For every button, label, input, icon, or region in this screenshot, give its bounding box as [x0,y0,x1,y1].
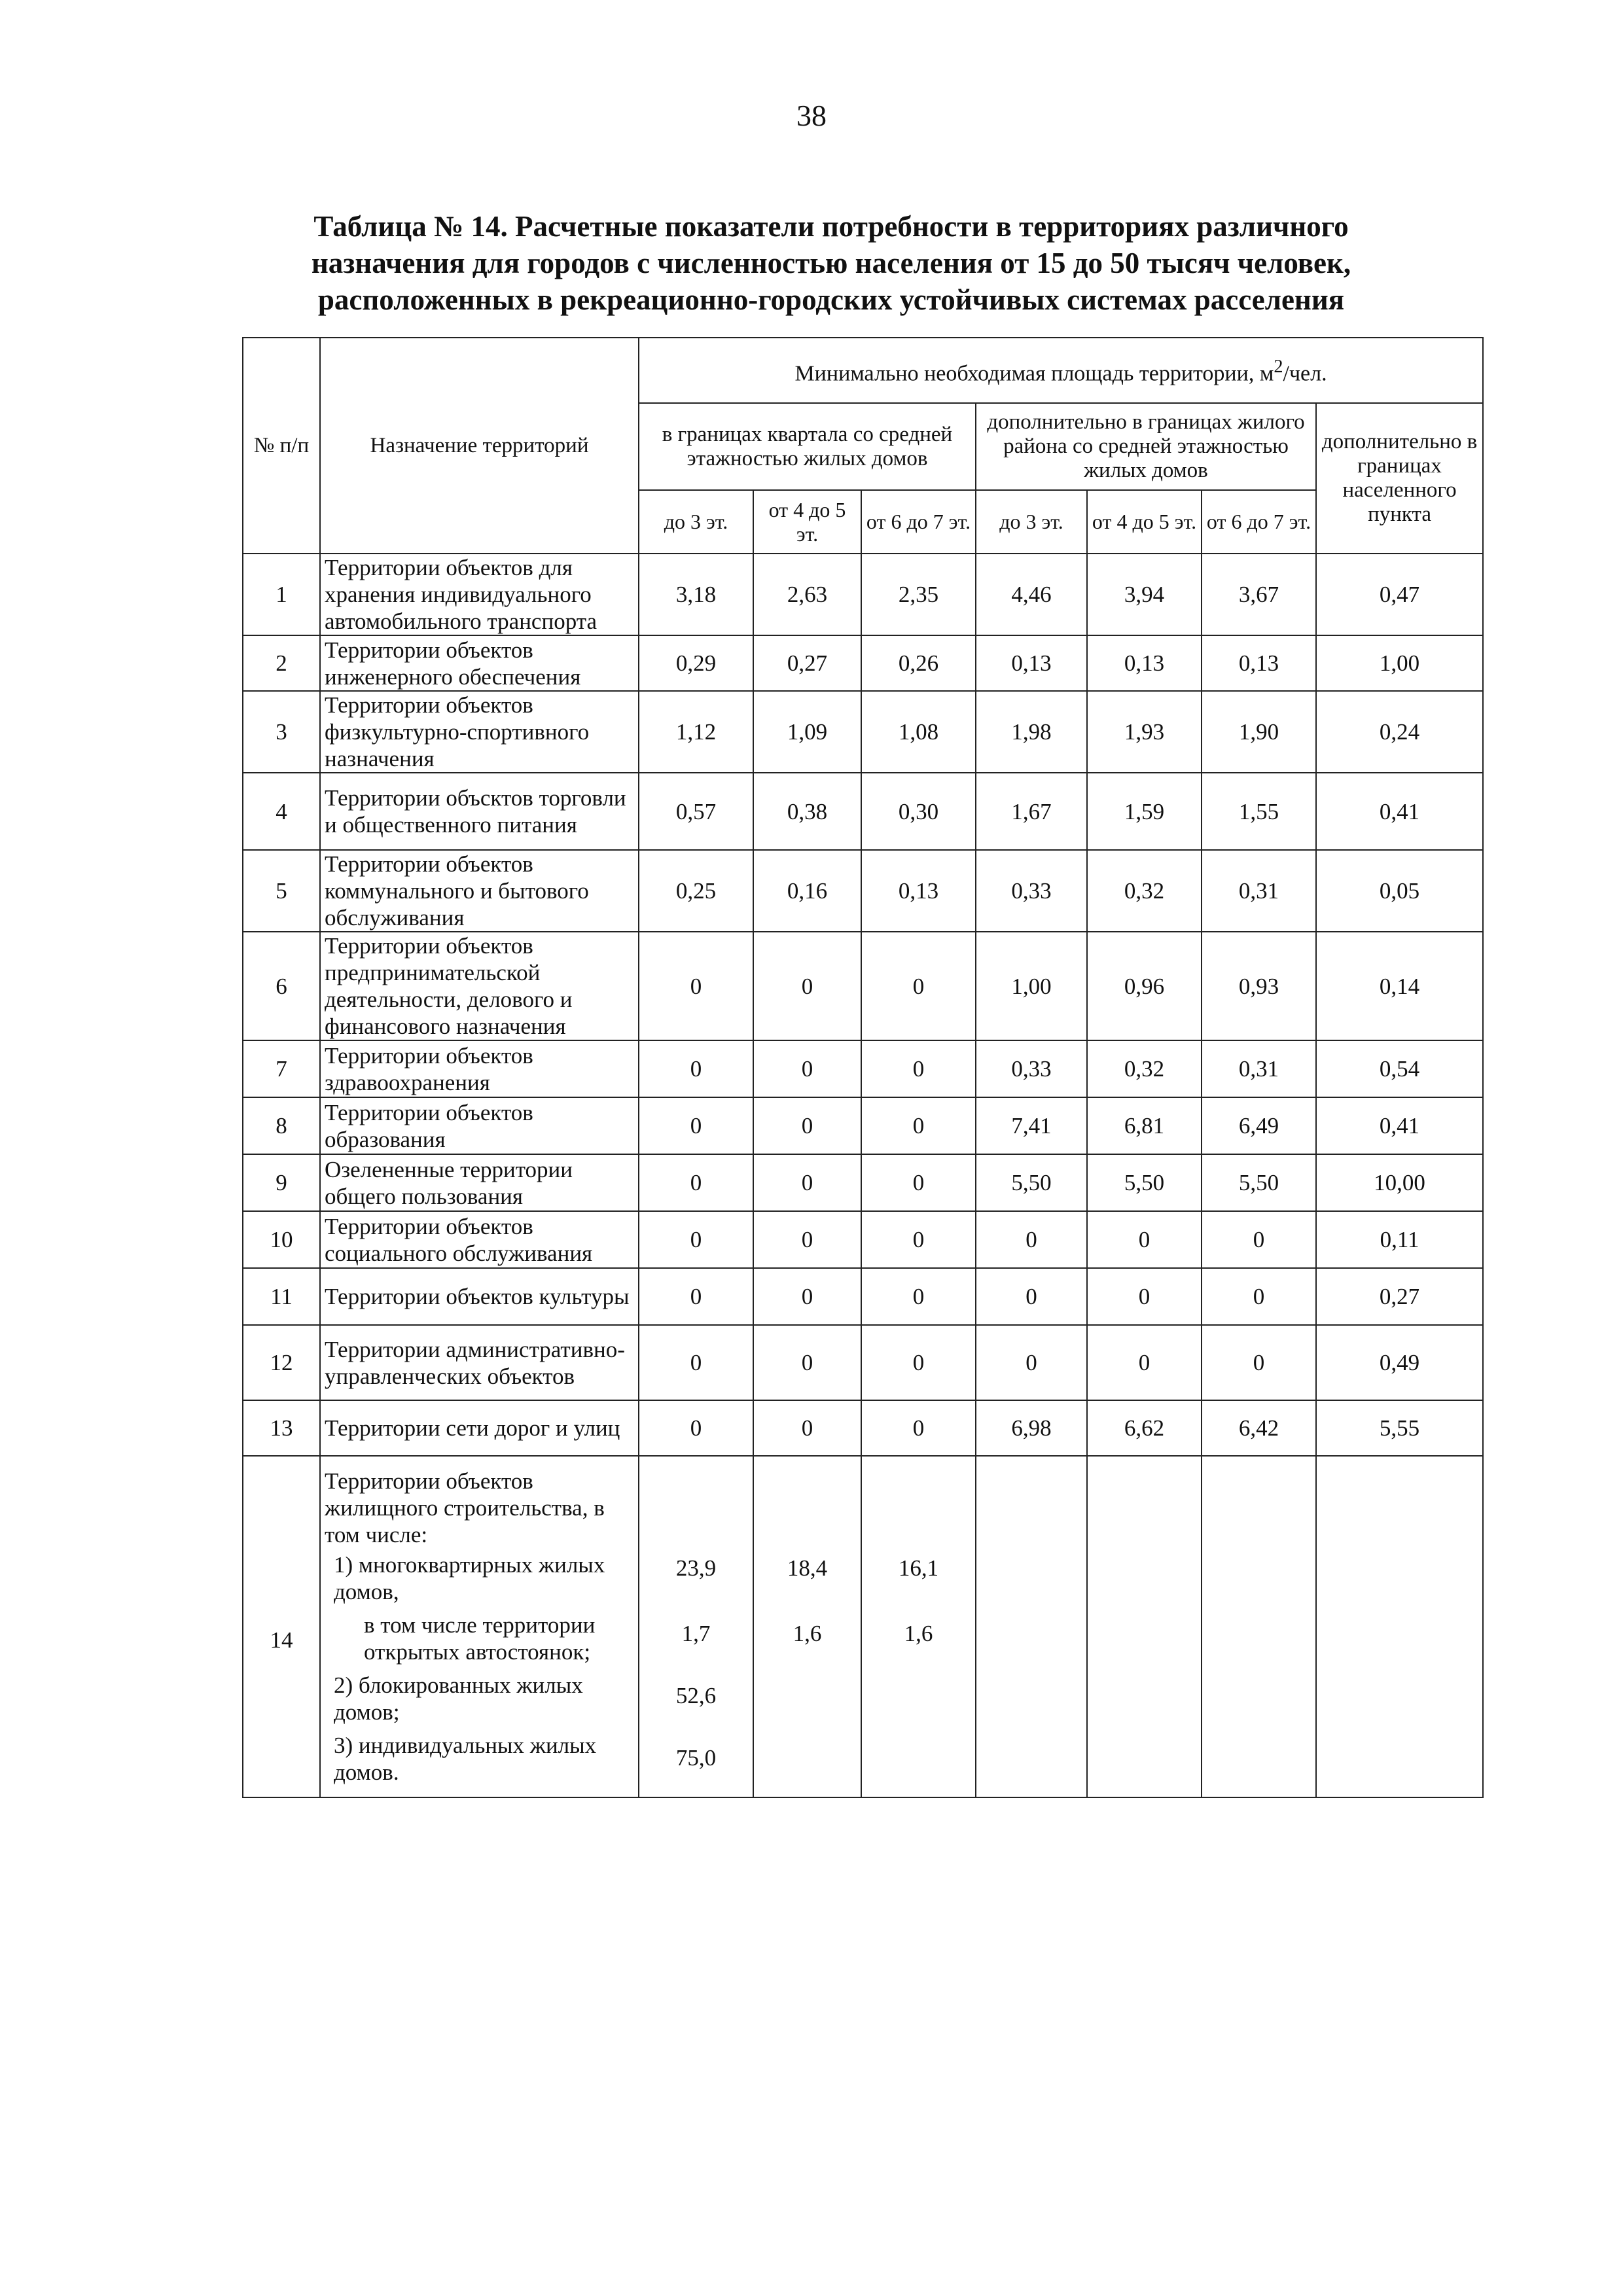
row-name: Озелененные территории общего пользования [320,1154,639,1211]
row-value: 0 [1202,1268,1316,1325]
row-value-empty [1087,1456,1202,1797]
row-value: 3,18 [639,554,753,635]
row-number: 12 [243,1325,320,1400]
row-value: 0 [753,1400,861,1456]
row-value: 0 [753,1097,861,1154]
row-value: 0 [861,1400,976,1456]
row-value: 0,13 [861,850,976,932]
table-row [243,850,1483,932]
row-value: 1,08 [861,691,976,773]
row-value: 0 [753,1325,861,1400]
row-value: 0 [753,932,861,1040]
table-row [243,691,1483,773]
row-value: 6,62 [1087,1400,1202,1456]
row-value: 0,13 [1087,635,1202,691]
table-row [243,1325,1483,1400]
row-14-value: 18,4 [787,1555,828,1581]
row-name: Территории объектов предпринимательской деятельности, делового и финансового назначения [320,932,639,1040]
header-floors: от 6 до 7 эт. [1202,490,1316,554]
row-name [320,1456,639,1797]
row-value: 1,00 [976,932,1087,1040]
row-number: 6 [243,932,320,1040]
row-value: 0,33 [976,1040,1087,1097]
header-floors: до 3 эт. [976,490,1087,554]
row-value: 4,46 [976,554,1087,635]
row-value: 0 [1087,1211,1202,1268]
row-14-subitem: в том числе территории открытых автостоянок; [364,1612,596,1665]
table-row [243,1400,1483,1456]
row-value: 6,42 [1202,1400,1316,1456]
row-number: 7 [243,1040,320,1097]
row-value: 2,35 [861,554,976,635]
row-number: 9 [243,1154,320,1211]
header-number: № п/п [243,338,320,554]
page-number: 38 [796,99,827,132]
row-value-empty [976,1456,1087,1797]
row-14-value: 23,9 [675,1555,717,1581]
row-value: 0 [753,1154,861,1211]
row-settlement-value: 10,00 [1316,1154,1483,1211]
row-value: 0 [861,1040,976,1097]
header-quarter-group: в границах квартала со средней этажностью жилых домов [639,403,976,490]
row-value: 0,25 [639,850,753,932]
header-floors: от 6 до 7 эт. [861,490,976,554]
row-number: 13 [243,1400,320,1456]
row-number: 3 [243,691,320,773]
row-settlement-value: 0,49 [1316,1325,1483,1400]
row-value: 0,93 [1202,932,1316,1040]
header-floors: от 4 до 5 эт. [1087,490,1202,554]
row-settlement-value: 0,41 [1316,773,1483,850]
row-value: 0 [753,1040,861,1097]
row-14-subitem: 2) блокированных жилых домов; [334,1672,583,1725]
row-value: 1,98 [976,691,1087,773]
header-floors: до 3 эт. [639,490,753,554]
title-line: Таблица № 14. Расчетные показатели потребности в территориях различного [313,210,1349,243]
row-value: 0,96 [1087,932,1202,1040]
table-row [243,1456,1483,1797]
row-value: 1,90 [1202,691,1316,773]
row-value: 0 [861,1097,976,1154]
row-name: Территории административно-управленческих объектов [320,1325,639,1400]
row-settlement-value: 0,47 [1316,554,1483,635]
row-value: 3,94 [1087,554,1202,635]
row-name: Территории объектов социального обслуживания [320,1211,639,1268]
row-name: Территории объектов образования [320,1097,639,1154]
row-value: 0,32 [1087,850,1202,932]
row-value: 0 [861,1211,976,1268]
header-purpose: Назначение территорий [320,338,639,554]
row-value: 0,13 [976,635,1087,691]
header-min-area: Минимально необходимая площадь территории, $м^2$/чел. [639,338,1483,403]
row-value: 0 [753,1211,861,1268]
row-value: 6,81 [1087,1097,1202,1154]
row-number: 2 [243,635,320,691]
row-value: 0 [1087,1325,1202,1400]
row-value: 0 [639,1325,753,1400]
title-line: назначения для городов с численностью населения от 15 до 50 тысяч человек, [311,247,1351,279]
row-number: 14 [243,1456,320,1797]
row-value: 0 [753,1268,861,1325]
row-value: 6,98 [976,1400,1087,1456]
row-value-empty [1202,1456,1316,1797]
row-value [861,1456,976,1797]
row-value: 0 [1202,1325,1316,1400]
row-value: 0,13 [1202,635,1316,691]
row-value: 0,38 [753,773,861,850]
row-value: 0,32 [1087,1040,1202,1097]
row-value: 0 [861,1268,976,1325]
row-value: 0 [639,1211,753,1268]
row-value: 0,16 [753,850,861,932]
row-value: 1,93 [1087,691,1202,773]
row-value: 1,59 [1087,773,1202,850]
row-settlement-value: 0,05 [1316,850,1483,932]
row-value [639,1456,753,1797]
table-row [243,1097,1483,1154]
territory-norms-table [242,337,1484,1798]
row-settlement-value: 0,24 [1316,691,1483,773]
row-value: 0 [861,1325,976,1400]
row-value: 0 [639,932,753,1040]
row-14-value: 1,6 [904,1621,933,1646]
row-number: 1 [243,554,320,635]
row-14-value: 52,6 [675,1683,717,1708]
header-district-group: дополнительно в границах жилого района со средней этажностью жилых домов [976,403,1316,490]
table-row [243,1211,1483,1268]
row-number: 10 [243,1211,320,1268]
row-value: 3,67 [1202,554,1316,635]
row-value: 0,30 [861,773,976,850]
row-name: Территории объектов здравоохранения [320,1040,639,1097]
row-value: 0 [1202,1211,1316,1268]
row-14-value: 75,0 [675,1745,717,1771]
row-name: Территории объсктов торговли и общественного питания [320,773,639,850]
row-value: 0 [976,1325,1087,1400]
header-settlement: дополнительно в границах населенного пункта [1316,403,1483,554]
row-value: 0 [861,1154,976,1211]
row-number: 5 [243,850,320,932]
table-row [243,1040,1483,1097]
row-14-subitem: 1) многоквартирных жилых домов, [334,1551,605,1604]
row-value: 0,57 [639,773,753,850]
row-value: 0,33 [976,850,1087,932]
row-value: 1,12 [639,691,753,773]
row-value: 5,50 [1202,1154,1316,1211]
row-value: 6,49 [1202,1097,1316,1154]
row-settlement-value: 0,27 [1316,1268,1483,1325]
row-14-value: 1,7 [681,1621,711,1646]
row-value: 0 [861,932,976,1040]
row-value: 0 [639,1154,753,1211]
row-value: 1,67 [976,773,1087,850]
row-name: Территории объектов физкультурно-спортивного назначения [320,691,639,773]
table-row [243,773,1483,850]
row-number: 8 [243,1097,320,1154]
row-value: 5,50 [976,1154,1087,1211]
row-settlement-value: 1,00 [1316,635,1483,691]
row-settlement-value: 0,41 [1316,1097,1483,1154]
row-settlement-value: 0,14 [1316,932,1483,1040]
row-value: 1,55 [1202,773,1316,850]
row-settlement-value: 5,55 [1316,1400,1483,1456]
row-14-value: 16,1 [898,1555,939,1581]
row-value: 0,31 [1202,1040,1316,1097]
table-row [243,1268,1483,1325]
table-row [243,554,1483,635]
row-name: Территории сети дорог и улиц [320,1400,639,1456]
row-value [753,1456,861,1797]
row-name: Территории объектов коммунального и бытового обслуживания [320,850,639,932]
header-floors: от 4 до 5 эт. [753,490,861,554]
row-value: 0,29 [639,635,753,691]
row-value: 0 [976,1268,1087,1325]
table-row [243,1154,1483,1211]
row-number: 11 [243,1268,320,1325]
row-settlement-value: 0,11 [1316,1211,1483,1268]
row-number: 4 [243,773,320,850]
row-value: 2,63 [753,554,861,635]
row-value: 0,26 [861,635,976,691]
row-14-heading: Территории объектов жилищного строительства, в том числе: [325,1468,605,1547]
row-value: 0 [639,1040,753,1097]
row-value-empty [1316,1456,1483,1797]
row-value: 0 [639,1097,753,1154]
row-value: 0 [639,1268,753,1325]
row-settlement-value: 0,54 [1316,1040,1483,1097]
row-value: 0 [1087,1268,1202,1325]
row-name: Территории объектов инженерного обеспечения [320,635,639,691]
row-value: 7,41 [976,1097,1087,1154]
table-row [243,932,1483,1040]
row-name: Территории объектов для хранения индивидуального автомобильного транспорта [320,554,639,635]
row-14-value: 1,6 [793,1621,822,1646]
row-name: Территории объектов культуры [320,1268,639,1325]
row-value: 5,50 [1087,1154,1202,1211]
row-value: 1,09 [753,691,861,773]
row-value: 0,31 [1202,850,1316,932]
table-title [196,208,1466,318]
title-line: расположенных в рекреационно-городских устойчивых системах расселения [317,283,1345,316]
row-value: 0 [976,1211,1087,1268]
row-14-subitem: 3) индивидуальных жилых домов. [334,1732,597,1785]
row-value: 0,27 [753,635,861,691]
table-row [243,635,1483,691]
row-value: 0 [639,1400,753,1456]
